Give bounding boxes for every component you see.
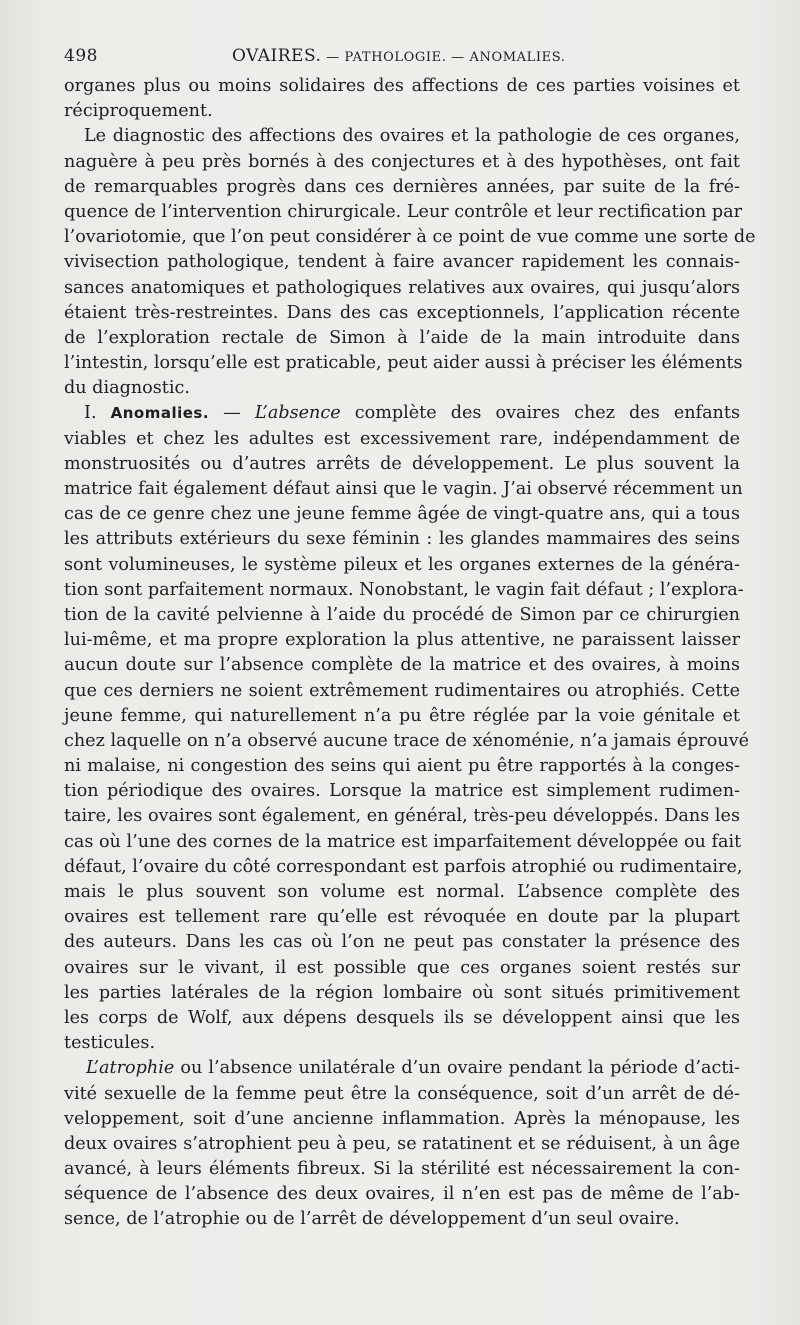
text-line: avancé, à leurs éléments fibreux. Si la stérilité est nécessairement la con- <box>64 1159 740 1180</box>
section-heading-line <box>64 401 740 426</box>
text-line: tion sont parfaitement normaux. Nonobstant, le vagin fait défaut ; l’explora- <box>64 579 744 600</box>
running-head-section-pathologie: PATHOLOGIE. <box>344 50 447 65</box>
text-line: tion périodique des ovaires. Lorsque la matrice est simplement rudimen- <box>64 781 740 802</box>
text-line: que ces derniers ne soient extrêmement rudimentaires ou atrophiés. Cette <box>64 680 740 701</box>
italic-term-absence: L’absence <box>254 403 341 424</box>
text-line: naguère à peu près bornés à des conjectures et à des hypothèses, ont fait <box>64 151 740 172</box>
text-line: jeune femme, qui naturellement n’a pu être réglée par la voie génitale et <box>64 705 740 726</box>
text-line: organes plus ou moins solidaires des affections de ces parties voisines et <box>64 76 740 96</box>
text-line: du diagnostic. <box>64 378 190 399</box>
text-line: veloppement, soit d’une ancienne inflammation. Après la ménopause, les <box>64 1108 740 1129</box>
text-line: ovaires sur le vivant, il est possible que ces organes soient restés sur <box>64 957 740 978</box>
text-line: étaient très-restreintes. Dans des cas exceptionnels, l’application récente <box>64 302 740 323</box>
text-line: viables et chez les adultes est excessivement rare, indépendamment de <box>64 428 740 449</box>
text-line: mais le plus souvent son volume est normal. L’absence complète des <box>64 882 740 902</box>
text-line: lui-même, et ma propre exploration la plus attentive, ne paraissent laisser <box>64 630 740 651</box>
text-line: séquence de l’absence des deux ovaires, il n’en est pas de même de l’ab- <box>64 1184 740 1205</box>
text-line: l’ovariotomie, que l’on peut considérer à ce point de vue comme une sorte de <box>64 227 756 248</box>
text-line: sont volumineuses, le système pileux et les organes externes de la généra- <box>64 554 740 575</box>
text-line: ni malaise, ni congestion des seins qui aient pu être rapportés à la conges- <box>64 756 740 777</box>
text-line: de l’exploration rectale de Simon à l’aide de la main introduite dans <box>64 327 740 348</box>
text-line: l’intestin, lorsqu’elle est praticable, peut aider aussi à préciser les éléments <box>64 353 743 374</box>
section-heading: Anomalies. <box>110 404 210 423</box>
text-line: vivisection pathologique, tendent à faire avancer rapidement les connais- <box>64 252 740 273</box>
section-numeral: I. <box>84 403 97 424</box>
text-line: monstruosités ou d’autres arrêts de développement. Le plus souvent la <box>64 453 740 474</box>
text-line: les corps de Wolf, aux dépens desquels ils se développent ainsi que les <box>64 1007 740 1028</box>
text-line: sances anatomiques et pathologiques relatives aux ovaires, qui jusqu’alors <box>64 277 740 298</box>
page-number: 498 <box>64 46 98 66</box>
text-line: de remarquables progrès dans ces dernières années, par suite de la fré- <box>64 176 740 197</box>
body-text <box>64 74 756 1233</box>
text-line: sence, de l’atrophie ou de l’arrêt de développement d’un seul ovaire. <box>64 1209 680 1230</box>
atrophie-line <box>64 1056 740 1081</box>
text-line: vité sexuelle de la femme peut être la conséquence, soit d’un arrêt de dé- <box>64 1083 740 1104</box>
running-head-dash: — <box>446 50 470 65</box>
heading-line-rest: complète des ovaires chez des enfants <box>340 403 740 424</box>
atrophie-line-rest: ou l’absence unilatérale d’un ovaire pendant la période d’acti- <box>174 1058 740 1079</box>
text-line: des auteurs. Dans les cas où l’on ne peut pas constater la présence des <box>64 932 740 953</box>
text-line: quence de l’intervention chirurgicale. Leur contrôle et leur rectification par <box>64 201 743 222</box>
text-line: cas de ce genre chez une jeune femme âgée de vingt-quatre ans, qui a tous <box>64 504 740 525</box>
heading-dash: — <box>209 403 255 424</box>
running-head-section-anomalies: ANOMALIES. <box>469 50 566 65</box>
text-line: aucun doute sur l’absence complète de la matrice et des ovaires, à moins <box>64 655 740 676</box>
text-line: matrice fait également défaut ainsi que le vagin. J’ai observé récemment un <box>64 479 743 499</box>
text-line: Le diagnostic des affections des ovaires et la pathologie de ces organes, <box>84 126 740 147</box>
running-head-title: OVAIRES. <box>232 46 322 66</box>
text-line: tion de la cavité pelvienne à l’aide du procédé de Simon par ce chirurgien <box>64 604 740 625</box>
text-line: testicules. <box>64 1033 156 1054</box>
text-line: réciproquement. <box>64 101 213 122</box>
text-line: les parties latérales de la région lombaire où sont situés primitivement <box>64 982 740 1003</box>
running-head-dash: — <box>321 50 345 65</box>
text-line: cas où l’une des cornes de la matrice est imparfaitement développée ou fait <box>64 831 742 852</box>
page-header <box>64 46 740 72</box>
text-line: deux ovaires s’atrophient peu à peu, se ratatinent et se réduisent, à un âge <box>64 1133 740 1154</box>
text-line: ovaires est tellement rare qu’elle est révoquée en doute par la plupart <box>64 907 740 928</box>
text-line: défaut, l’ovaire du côté correspondant est parfois atrophié ou rudimentaire, <box>64 856 743 877</box>
text-line: chez laquelle on n’a observé aucune trace de xénoménie, n’a jamais éprouvé <box>64 730 750 751</box>
text-line: taire, les ovaires sont également, en général, très-peu développés. Dans les <box>64 806 740 827</box>
text-line: les attributs extérieurs du sexe féminin : les glandes mammaires des seins <box>64 529 740 550</box>
italic-term-atrophie: L’atrophie <box>86 1058 175 1079</box>
running-head <box>232 46 565 66</box>
